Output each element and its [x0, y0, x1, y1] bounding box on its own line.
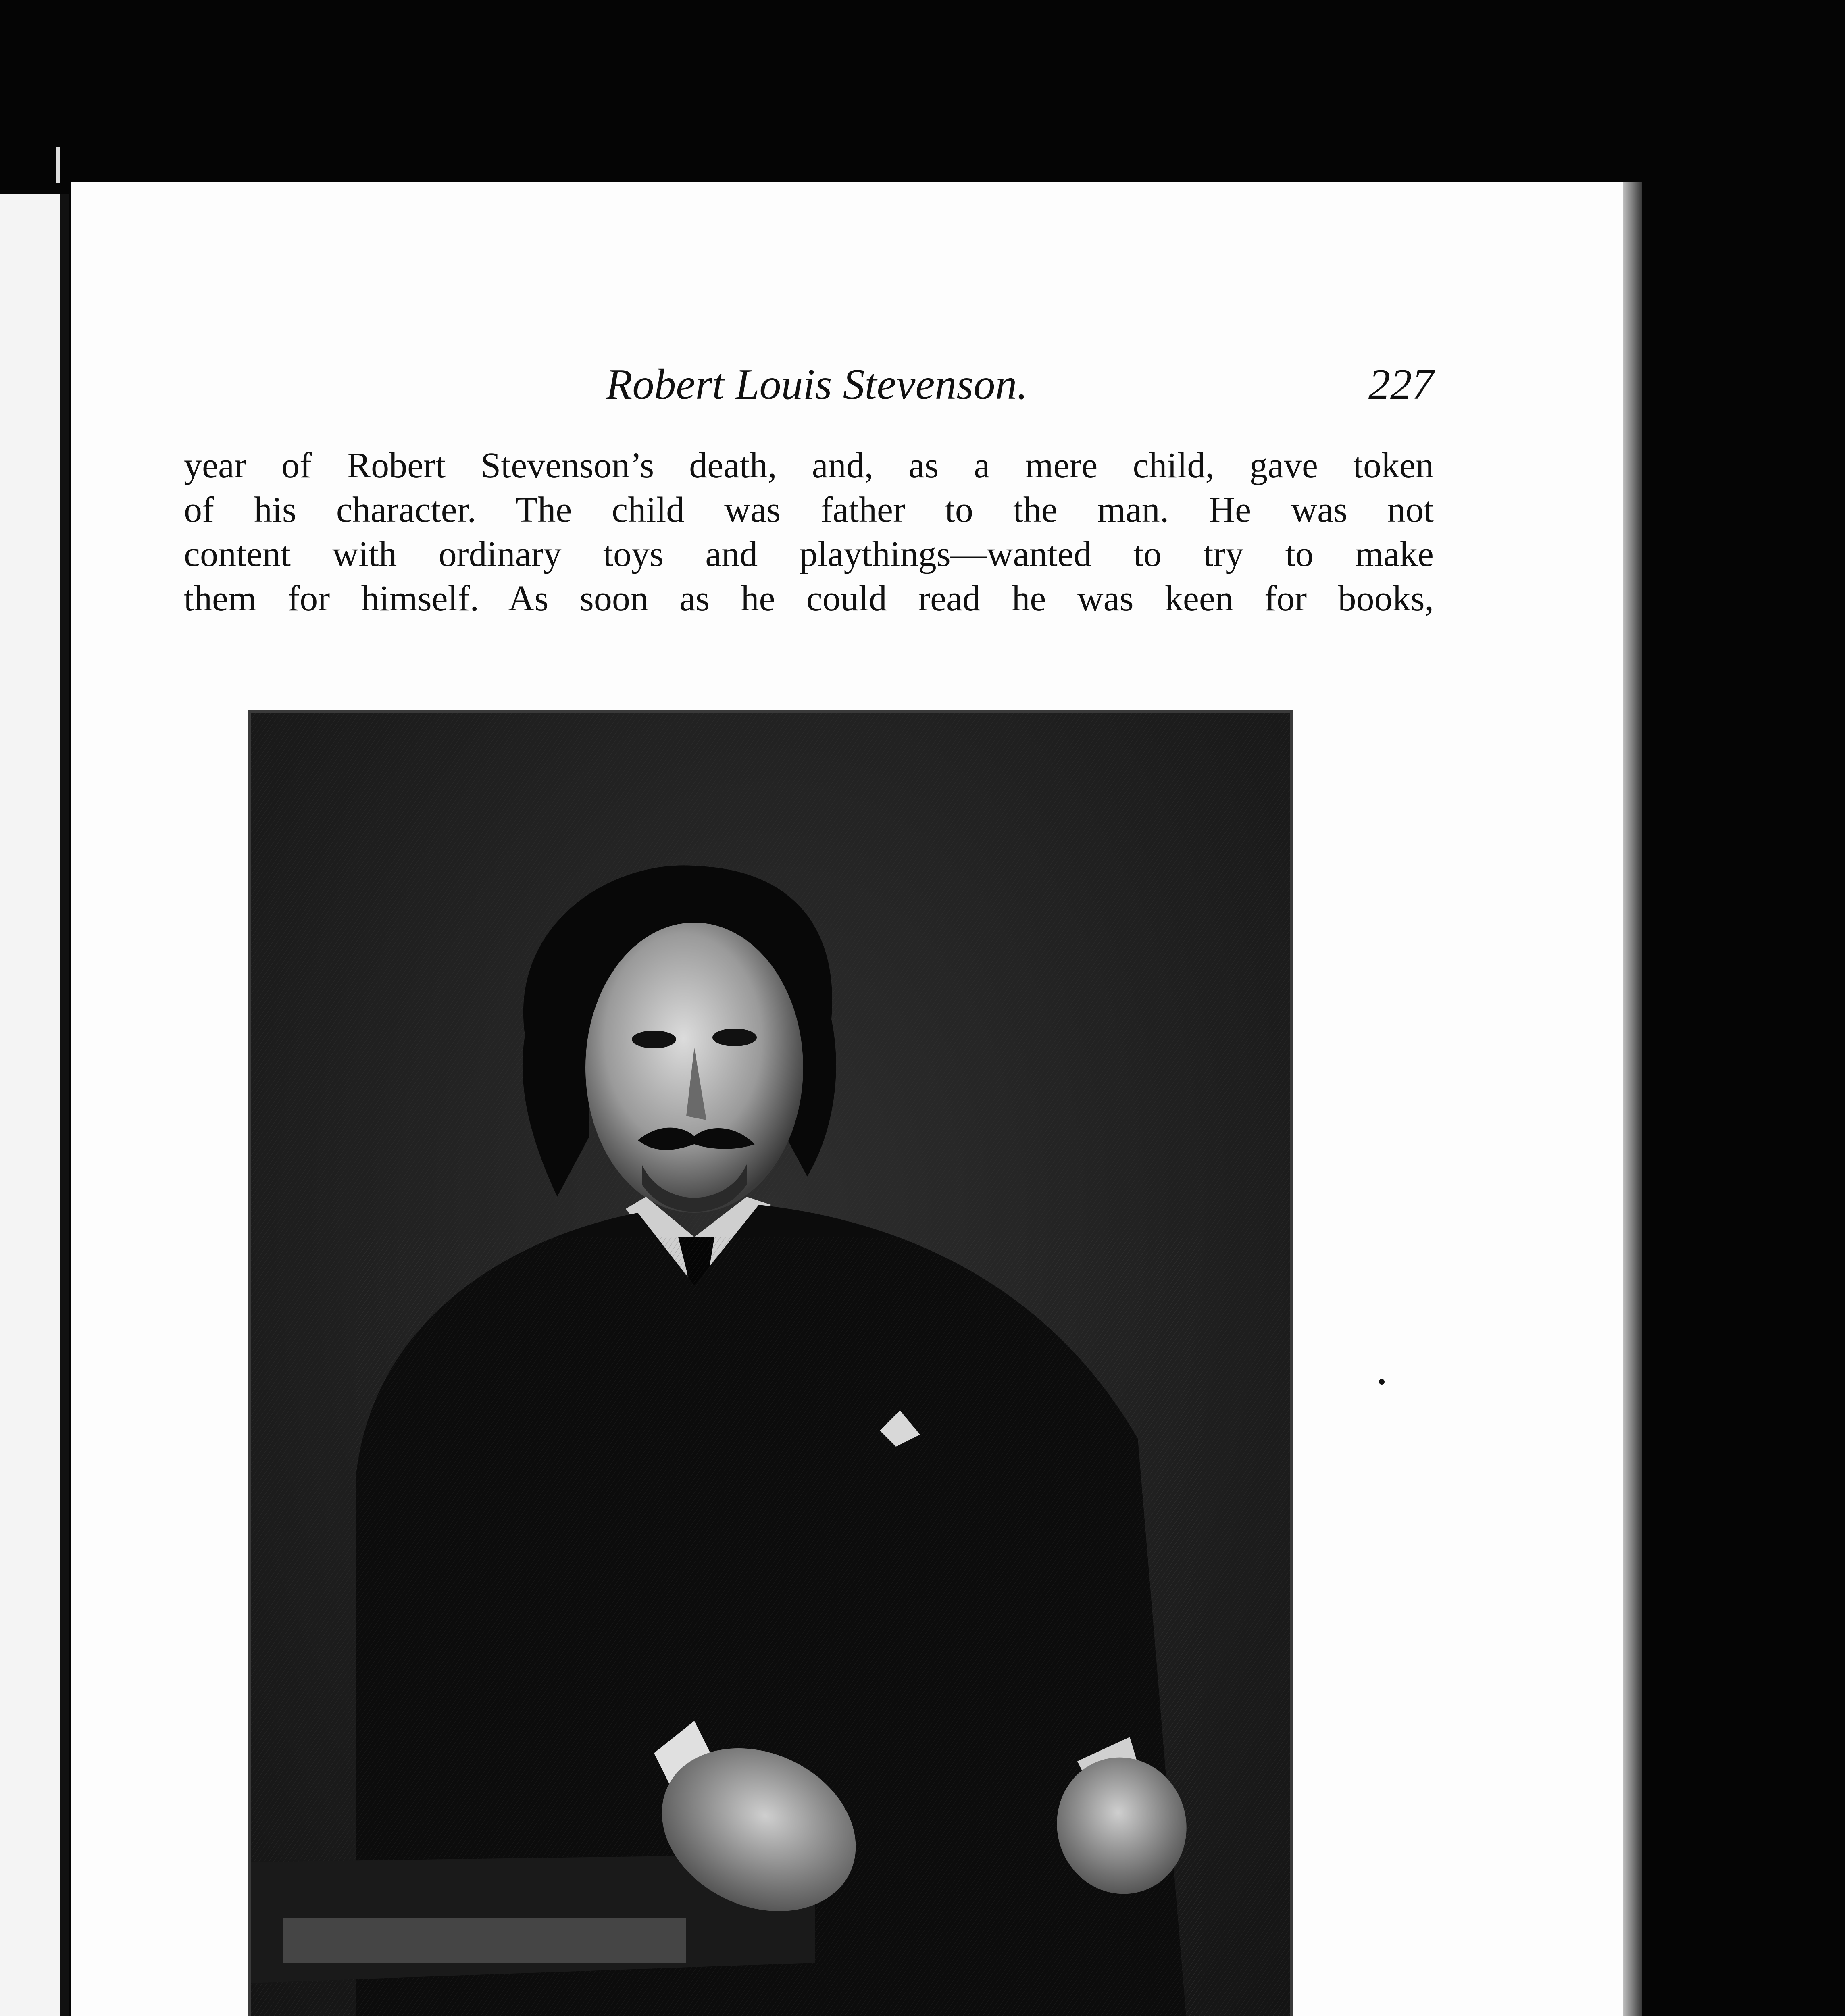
page-number: 227: [1368, 360, 1434, 408]
text-line: of his character. The child was father to the man. He was not: [184, 490, 1434, 530]
running-head: Robert Louis Stevenson.: [606, 360, 1028, 408]
previous-page-edge: [0, 194, 69, 2016]
text-line: them for himself. As soon as he could read he was keen for books,: [184, 579, 1434, 619]
page-edge: [1623, 182, 1642, 2016]
paragraph-top: [184, 444, 1434, 621]
portrait-illustration: [248, 710, 1293, 2016]
portrait-engraving: [251, 713, 1290, 2016]
binding-mark: [56, 147, 60, 183]
text-line: year of Robert Stevenson’s death, and, as a mere child, gave token: [184, 446, 1434, 485]
text-line: content with ordinary toys and playthings—wanted to try to make: [184, 534, 1434, 574]
book-page: [71, 182, 1623, 2016]
book-on-table: [283, 1918, 686, 1963]
stray-mark: [1379, 1379, 1385, 1385]
